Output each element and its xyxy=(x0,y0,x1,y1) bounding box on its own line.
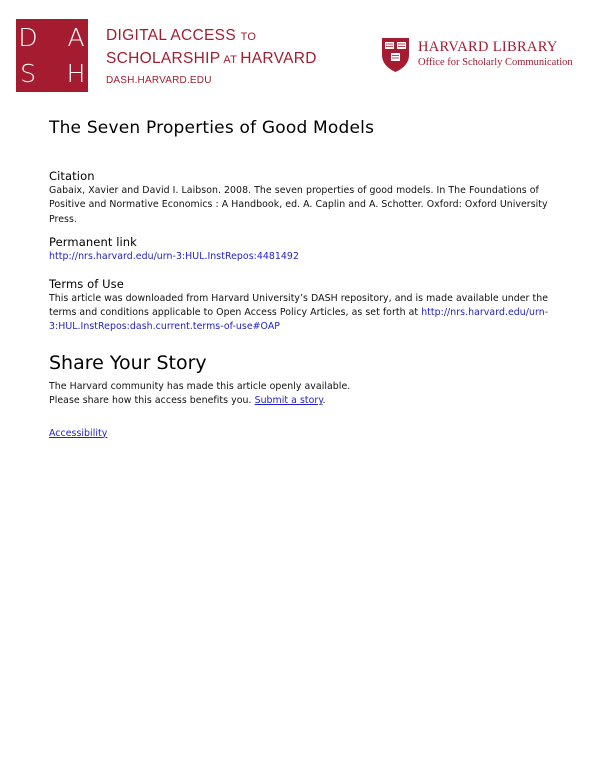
dash-wordmark-digital-access: DIGITAL ACCESS xyxy=(106,27,236,44)
dash-wordmark-line1 xyxy=(106,25,317,48)
dash-logo-letter-d: D xyxy=(18,22,38,52)
permanent-link-heading: Permanent link xyxy=(49,235,137,250)
share-your-story-heading: Share Your Story xyxy=(49,351,207,374)
dash-url: DASH.HARVARD.EDU xyxy=(106,75,212,86)
citation-text: Gabaix, Xavier and David I. Laibson. 2008. The seven properties of good models. In The Foundations of Positive and Normative Economics : A Handbook, ed. A. Caplin and A. Schotter. Oxford: Oxford University Press. xyxy=(49,185,548,225)
terms-text xyxy=(49,292,549,335)
dash-wordmark-harvard: HARVARD xyxy=(240,50,317,67)
submit-story-link[interactable]: Submit a story xyxy=(254,395,323,407)
dash-logo-letter-h: H xyxy=(66,59,86,89)
dash-logo-letter-a: A xyxy=(67,22,85,52)
share-line-2-text: Please share how this access benefits you. xyxy=(49,395,252,407)
harvard-library-subtitle: Office for Scholarly Communication xyxy=(418,57,573,68)
harvard-library-title: HARVARD LIBRARY xyxy=(418,39,558,55)
permanent-link[interactable]: http://nrs.harvard.edu/urn-3:HUL.InstRepos:4481492 xyxy=(49,251,299,263)
terms-body: This article was downloaded from Harvard University’s DASH repository, and is made available under the terms and conditions applicable to Open Access Policy Articles, as set forth at xyxy=(49,292,549,319)
share-line-2-period: . xyxy=(322,395,326,407)
terms-of-use-link[interactable]: http://nrs.harvard.edu/urn-3:HUL.InstRepos:dash.current.terms-of-use#OAP xyxy=(49,307,549,333)
repository-header xyxy=(0,0,600,100)
dash-logo xyxy=(16,19,88,92)
dash-wordmark-to: TO xyxy=(240,31,257,43)
share-line-2 xyxy=(49,394,549,408)
harvard-library-wordmark xyxy=(418,39,573,70)
citation-heading: Citation xyxy=(49,169,95,183)
dash-wordmark xyxy=(106,25,317,86)
dash-logo-letter-s: S xyxy=(20,59,36,89)
dash-wordmark-line2 xyxy=(106,48,317,71)
cover-content xyxy=(49,118,549,441)
dash-wordmark-scholarship: SCHOLARSHIP xyxy=(106,50,221,67)
harvard-shield-icon xyxy=(381,37,410,73)
dash-wordmark-at: AT xyxy=(223,54,238,66)
terms-heading: Terms of Use xyxy=(49,276,124,291)
share-line-1: The Harvard community has made this article openly available. xyxy=(49,380,351,392)
article-title: The Seven Properties of Good Models xyxy=(49,118,375,138)
accessibility-link[interactable]: Accessibility xyxy=(49,427,108,439)
